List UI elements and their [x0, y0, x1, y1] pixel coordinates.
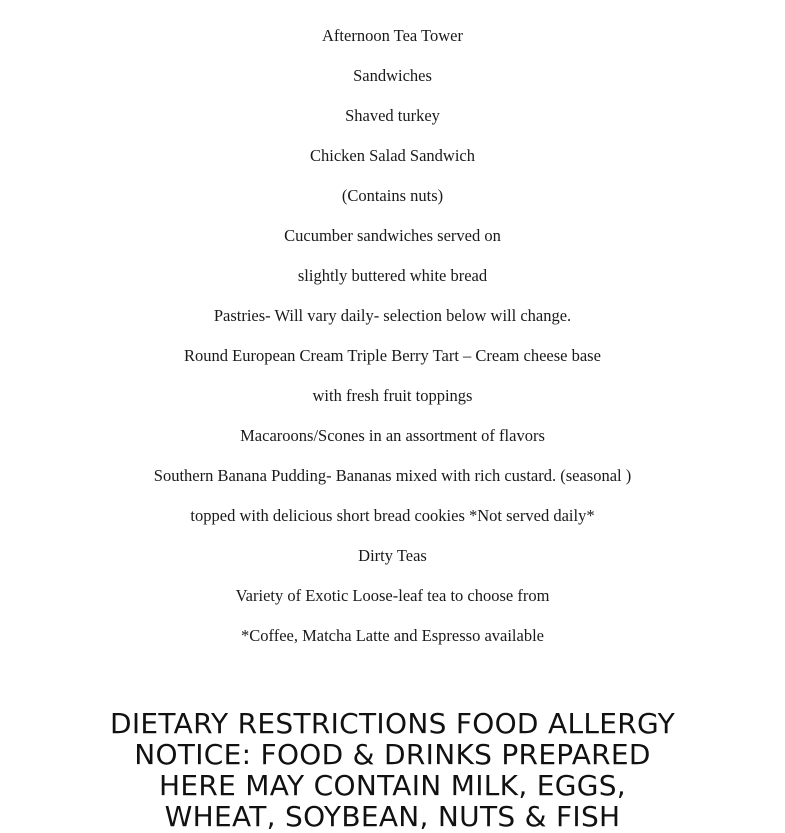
menu-item: Cucumber sandwiches served on	[284, 226, 501, 245]
section-heading-pastries: Pastries- Will vary daily- selection below will change.	[213, 306, 572, 325]
menu-item: topped with delicious short bread cookies *Not served daily*	[190, 506, 595, 525]
menu-item: Round European Cream Triple Berry Tart – Cream cheese base	[184, 346, 601, 365]
menu-item: with fresh fruit toppings	[312, 386, 473, 405]
menu-list	[0, 23, 785, 663]
allergy-notice-line: DIETARY RESTRICTIONS FOOD ALLERGY	[109, 707, 676, 740]
menu-item: Southern Banana Pudding- Bananas mixed with rich custard. (seasonal )	[153, 466, 632, 485]
menu-item: Variety of Exotic Loose-leaf tea to choose from	[235, 586, 550, 605]
allergy-notice-line: WHEAT, SOYBEAN, NUTS & FISH	[164, 800, 621, 833]
menu-item-note: (Contains nuts)	[341, 186, 444, 205]
menu-item: slightly buttered white bread	[297, 266, 488, 285]
menu-item: Shaved turkey	[345, 106, 440, 125]
section-heading-sandwiches: Sandwiches	[353, 66, 432, 85]
menu-item: Chicken Salad Sandwich	[310, 146, 475, 165]
section-heading-teas: Dirty Teas	[358, 546, 427, 565]
allergy-notice-line: HERE MAY CONTAIN MILK, EGGS,	[159, 769, 626, 802]
menu-title: Afternoon Tea Tower	[322, 26, 463, 45]
menu-item: Macaroons/Scones in an assortment of flavors	[240, 426, 545, 445]
allergy-notice-line: NOTICE: FOOD & DRINKS PREPARED	[134, 738, 651, 771]
allergy-notice	[0, 708, 785, 832]
menu-item: *Coffee, Matcha Latte and Espresso available	[241, 626, 544, 645]
